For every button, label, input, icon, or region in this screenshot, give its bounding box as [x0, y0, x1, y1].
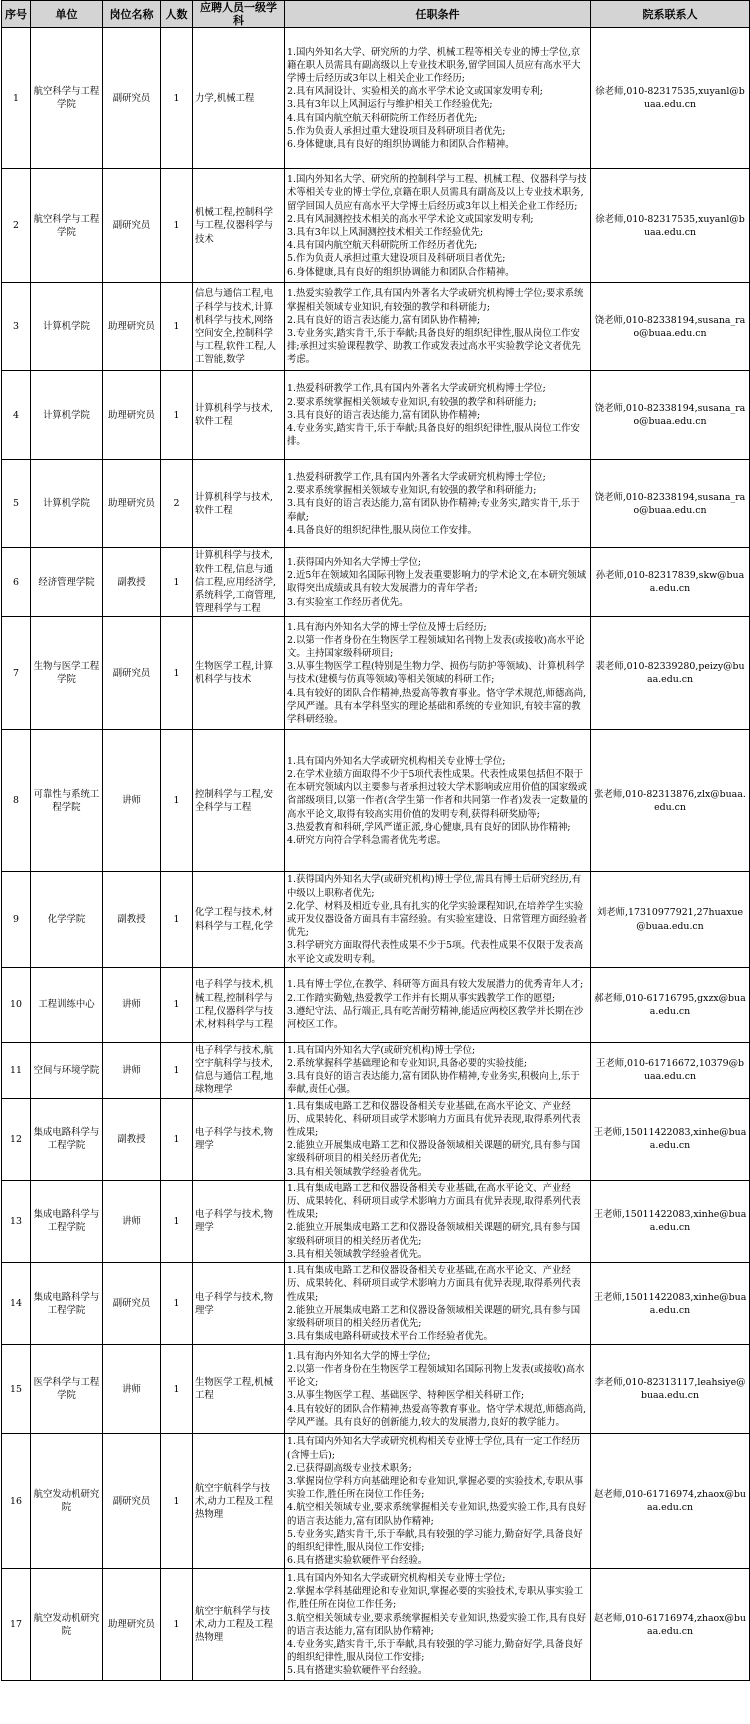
cell-position: 副研究员 [103, 169, 161, 283]
condition-item: 4.研究方向符合学科急需者优先考虑。 [287, 834, 446, 846]
condition-item: 2.以第一作者身份在生物医学工程领域知名国际刊物上发表(或接收)高水平论文; [287, 1363, 585, 1389]
cell-seq: 3 [2, 283, 31, 371]
table-row [2, 1180, 750, 1262]
table-row [2, 28, 750, 169]
header-unit: 单位 [31, 1, 103, 28]
cell-count: 1 [161, 1434, 193, 1569]
cell-subject: 电子科学与技术,物理学 [193, 1180, 285, 1262]
cell-unit: 航空发动机研究院 [31, 1434, 103, 1569]
cell-count: 1 [161, 730, 193, 872]
condition-item: 3.具有相关领域教学经验者优先。 [287, 1166, 428, 1178]
cell-subject: 航空宇航科学与技术,动力工程及工程热物理 [193, 1569, 285, 1681]
cell-seq: 7 [2, 617, 31, 730]
cell-count: 2 [161, 460, 193, 548]
cell-conditions [285, 1180, 591, 1262]
table-row [2, 169, 750, 283]
cell-conditions [285, 548, 591, 617]
cell-position: 助理研究员 [103, 460, 161, 548]
table-row [2, 460, 750, 548]
condition-item: 3.科学研究方面取得代表性成果不少于5项。代表性成果不仅限于发表高水平论文或发明专利。 [287, 940, 584, 965]
condition-item: 4.专业务实,踏实肯干,乐于奉献,具有较强的学习能力,勤奋好学,具备良好的组织纪律性,服从岗位工作安排; [287, 1639, 583, 1664]
cell-conditions [285, 1345, 591, 1434]
condition-item: 1.国内外知名大学、研究所的力学、机械工程等相关专业的博士学位,京籍在职人员需具有副高级以上专业技术职务,留学回国人员应有高水平大学博士后经历或3年以上相关企业工作经历; [287, 46, 581, 84]
condition-item: 1.具有国内外知名大学或研究机构相关专业博士学位; [287, 755, 506, 767]
condition-item: 1.国内外知名大学、研究所的控制科学与工程、机械工程、仪器科学与技术等相关专业的博士学位,京籍在职人员需具有副高及以上专业技术职务,留学回国人员应有高水平大学博士后经历或3年以上相关企业工作经历; [287, 174, 587, 212]
condition-item: 2.系统掌握科学基础理论和专业知识,具备必要的实验技能; [287, 1058, 528, 1070]
condition-item: 3.具有良好的语言表达能力,富有团队协作精神;专业务实,踏实肯干,乐于奉献; [287, 498, 580, 523]
table-row [2, 1434, 750, 1569]
cell-unit: 集成电路科学与工程学院 [31, 1098, 103, 1180]
condition-item: 3.具有良好的语言表达能力,富有团队协作精神; [287, 409, 481, 421]
header-contact: 院系联系人 [591, 1, 750, 28]
condition-item: 6.身体健康,具有良好的组织协调能力和团队合作精神。 [287, 139, 515, 151]
table-row [2, 371, 750, 460]
cell-conditions [285, 28, 591, 169]
cell-position: 助理研究员 [103, 1569, 161, 1681]
condition-item: 1.热爱科研教学工作,具有国内外著名大学或研究机构博士学位; [287, 383, 546, 395]
condition-item: 1.具有集成电路工艺和仪器设备相关专业基础,在高水平论文、产业经历、成果转化、科研项目或学术影响力方面具有优异表现,取得系列代表性成果; [287, 1182, 581, 1221]
condition-item: 3.具有3年以上风洞运行与维护相关工作经验优先; [287, 99, 493, 111]
condition-item: 2.要求系统掌握相关领域专业知识,有较强的教学和科研能力; [287, 396, 537, 408]
cell-conditions [285, 872, 591, 967]
cell-conditions [285, 371, 591, 460]
condition-item: 6.具有搭建实验软硬件平台经验。 [287, 1555, 428, 1567]
cell-subject: 生物医学工程,机械工程 [193, 1345, 285, 1434]
cell-count: 1 [161, 169, 193, 283]
condition-item: 3.具有3年以上风洞测控技术相关工作经验优先; [287, 226, 484, 238]
cell-unit: 工程训练中心 [31, 967, 103, 1042]
cell-contact: 裴老师,010-82339280,peizy@buaa.edu.cn [591, 617, 750, 730]
cell-position: 副研究员 [103, 1434, 161, 1569]
table-row [2, 283, 750, 371]
condition-item: 1.具有集成电路工艺和仪器设备相关专业基础,在高水平论文、产业经历、成果转化、科研项目或学术影响力方面具有优异表现,取得系列代表性成果; [287, 1265, 581, 1303]
cell-contact: 徐老师,010-82317535,xuyanl@buaa.edu.cn [591, 28, 750, 169]
cell-count: 1 [161, 872, 193, 967]
cell-position: 讲师 [103, 967, 161, 1042]
cell-contact: 饶老师,010-82338194,susana_rao@buaa.edu.cn [591, 283, 750, 371]
condition-item: 5.作为负责人承担过重大建设项目及科研项目者优先; [287, 125, 506, 137]
table-row [2, 1263, 750, 1345]
cell-contact: 王老师,15011422083,xinhe@buaa.edu.cn [591, 1263, 750, 1345]
cell-subject: 航空宇航科学与技术,动力工程及工程热物理 [193, 1434, 285, 1569]
condition-item: 3.专业务实,踏实肯干,乐于奉献;具备良好的组织纪律性,服从岗位工作安排;承担过实验课程教学、助教工作或发表过高水平实验教学论文者优先考虑。 [287, 327, 581, 366]
cell-contact: 刘老师,17310977921,27huaxue@buaa.edu.cn [591, 872, 750, 967]
cell-subject: 生物医学工程,计算机科学与技术 [193, 617, 285, 730]
cell-conditions [285, 1263, 591, 1345]
cell-unit: 航空科学与工程学院 [31, 28, 103, 169]
cell-count: 1 [161, 1345, 193, 1434]
table-row [2, 1042, 750, 1098]
condition-item: 5.作为负责人承担过重大建设项目及科研项目者优先; [287, 253, 506, 265]
condition-item: 2.能独立开展集成电路工艺和仪器设备领域相关课题的研究,具有参与国家级科研项目的相关经历者优先; [287, 1222, 581, 1247]
cell-subject: 控制科学与工程,安全科学与工程 [193, 730, 285, 872]
cell-unit: 可靠性与系统工程学院 [31, 730, 103, 872]
cell-unit: 空间与环境学院 [31, 1042, 103, 1098]
cell-count: 1 [161, 1098, 193, 1180]
cell-unit: 集成电路科学与工程学院 [31, 1180, 103, 1262]
condition-item: 2.掌握本学科基础理论和专业知识,掌握必要的实验技术,专职从事实验工作,胜任所在岗位工作任务; [287, 1586, 584, 1611]
cell-contact: 饶老师,010-82338194,susana_rao@buaa.edu.cn [591, 460, 750, 548]
cell-contact: 饶老师,010-82338194,susana_rao@buaa.edu.cn [591, 371, 750, 460]
condition-item: 1.具有海内外知名大学的博士学位及博士后经历; [287, 621, 487, 633]
table-body [2, 28, 750, 1681]
cell-count: 1 [161, 967, 193, 1042]
condition-item: 3.从事生物医学工程(特别是生物力学、损伤与防护等领域)、计算机科学与技术(建模与仿真等领域)等相关领域的科研工作; [287, 661, 585, 686]
cell-contact: 赵老师,010-61716974,zhaox@buaa.edu.cn [591, 1434, 750, 1569]
cell-position: 副教授 [103, 1098, 161, 1180]
cell-position: 讲师 [103, 730, 161, 872]
condition-item: 3.具有良好的语言表达能力,富有团队协作精神,专业务实,积极向上,乐于奉献,责任心强。 [287, 1071, 580, 1096]
cell-seq: 4 [2, 371, 31, 460]
cell-count: 1 [161, 1569, 193, 1681]
cell-count: 1 [161, 28, 193, 169]
cell-subject: 计算机科学与技术,软件工程 [193, 371, 285, 460]
condition-item: 1.具有海内外知名大学的博士学位; [287, 1350, 431, 1362]
cell-subject: 化学工程与技术,材料科学与工程,化学 [193, 872, 285, 967]
cell-unit: 集成电路科学与工程学院 [31, 1263, 103, 1345]
cell-position: 讲师 [103, 1345, 161, 1434]
cell-contact: 郝老师,010-61716795,gxzx@buaa.edu.cn [591, 967, 750, 1042]
condition-item: 4.具有较好的团队合作精神,热爱高等教育事业。恪守学术规范,师德高尚,学风严谨。具有本学科坚实的理论基础和系统的专业知识,有较丰富的教学科研经验。 [287, 687, 587, 726]
cell-contact: 徐老师,010-82317535,xuyanl@buaa.edu.cn [591, 169, 750, 283]
condition-item: 3.具有相关领域教学经验者优先。 [287, 1248, 428, 1260]
cell-seq: 13 [2, 1180, 31, 1262]
condition-item: 2.要求系统掌握相关领域专业知识,有较强的教学和科研能力; [287, 485, 537, 497]
recruitment-table [1, 0, 750, 1681]
header-seq: 序号 [2, 1, 31, 28]
cell-count: 1 [161, 617, 193, 730]
cell-position: 副教授 [103, 548, 161, 617]
condition-item: 2.具有良好的语言表达能力,富有团队协作精神; [287, 314, 481, 326]
condition-item: 3.从事生物医学工程、基础医学、特种医学相关科研工作; [287, 1390, 525, 1402]
cell-conditions [285, 283, 591, 371]
condition-item: 2.能独立开展集成电路工艺和仪器设备领域相关课题的研究,具有参与国家级科研项目的相关经历者优先; [287, 1304, 581, 1329]
table-row [2, 617, 750, 730]
condition-item: 2.以第一作者身份在生物医学工程领域知名刊物上发表(或接收)高水平论文。主持国家级科研项目; [287, 634, 585, 660]
condition-item: 1.具有国内外知名大学或研究机构相关专业博士学位,具有一定工作经历(含博士后); [287, 1436, 581, 1461]
cell-seq: 17 [2, 1569, 31, 1681]
header-subject: 应聘人员一级学科 [193, 1, 285, 28]
cell-conditions [285, 1569, 591, 1681]
condition-item: 1.获得国内外知名大学博士学位; [287, 557, 421, 568]
header-position: 岗位名称 [103, 1, 161, 28]
condition-item: 1.热爱科研教学工作,具有国内外著名大学或研究机构博士学位; [287, 471, 546, 483]
cell-position: 讲师 [103, 1180, 161, 1262]
cell-subject: 信息与通信工程,电子科学与技术,计算机科学与技术,网络空间安全,控制科学与工程,软件工程,人工智能,数学 [193, 283, 285, 371]
condition-item: 2.近5年在领域知名国际刊物上发表重要影响力的学术论文,在本研究领域取得突出成绩或具有较大发展潜力的青年学者; [287, 570, 587, 595]
cell-position: 副教授 [103, 872, 161, 967]
condition-item: 4.专业务实,踏实肯干,乐于奉献;具备良好的组织纪律性,服从岗位工作安排。 [287, 423, 580, 448]
condition-item: 2.在学术业绩方面取得不少于5项代表性成果。代表性成果包括但不限于在本研究领域内以主要参与者承担过较大学术影响或应用价值的国家级或省部级项目,以第一作者(含学生第一作者和共同第一作者)发表一定数量的高水平论文,取得有较高实用价值的发明专利,获得科研奖励等; [287, 768, 588, 820]
condition-item: 4.具有较好的团队合作精神,热爱高等教育事业。恪守学术规范,师德高尚,学风严谨。具有良好的创新能力,较大的发展潜力,良好的教学能力。 [287, 1403, 587, 1428]
cell-conditions [285, 1042, 591, 1098]
cell-count: 1 [161, 371, 193, 460]
condition-item: 3.热爱教育和科研,学风严谨正派,身心健康,具有良好的团队协作精神; [287, 821, 571, 833]
cell-subject: 计算机科学与技术,软件工程 [193, 460, 285, 548]
cell-conditions [285, 460, 591, 548]
cell-contact: 孙老师,010-82317839,skw@buaa.edu.cn [591, 548, 750, 617]
cell-conditions [285, 1098, 591, 1180]
table-row [2, 730, 750, 872]
cell-contact: 王老师,15011422083,xinhe@buaa.edu.cn [591, 1098, 750, 1180]
cell-conditions [285, 169, 591, 283]
condition-item: 4.具有国内航空航天科研院所工作经历者优先; [287, 240, 478, 252]
cell-contact: 王老师,010-61716672,10379@buaa.edu.cn [591, 1042, 750, 1098]
cell-contact: 赵老师,010-61716974,zhaox@buaa.edu.cn [591, 1569, 750, 1681]
cell-seq: 6 [2, 548, 31, 617]
condition-item: 6.身体健康,具有良好的组织协调能力和团队合作精神。 [287, 266, 515, 278]
cell-subject: 电子科学与技术,物理学 [193, 1263, 285, 1345]
cell-seq: 5 [2, 460, 31, 548]
cell-subject: 力学,机械工程 [193, 28, 285, 169]
cell-unit: 经济管理学院 [31, 548, 103, 617]
table-row [2, 1098, 750, 1180]
cell-unit: 计算机学院 [31, 283, 103, 371]
condition-item: 2.具有风洞设计、实验相关的高水平学术论文或国家发明专利; [287, 86, 543, 98]
cell-seq: 15 [2, 1345, 31, 1434]
cell-subject: 计算机科学与技术,软件工程,信息与通信工程,应用经济学,系统科学,工商管理,管理科学与工程 [193, 548, 285, 617]
table-row [2, 872, 750, 967]
condition-item: 2.具有风洞测控技术相关的高水平学术论文或国家发明专利; [287, 213, 534, 225]
cell-conditions [285, 730, 591, 872]
header-count: 人数 [161, 1, 193, 28]
cell-count: 1 [161, 1042, 193, 1098]
cell-seq: 9 [2, 872, 31, 967]
condition-item: 2.化学、材料及相近专业,具有扎实的化学实验课程知识,在培养学生实验或开发仪器设备方面具有丰富经验。有实验室建设、日常管理方面经验者优先; [287, 900, 588, 939]
cell-subject: 电子科学与技术,机械工程,控制科学与工程,仪器科学与技术,材料科学与工程 [193, 967, 285, 1042]
cell-seq: 11 [2, 1042, 31, 1098]
cell-seq: 14 [2, 1263, 31, 1345]
cell-position: 副研究员 [103, 28, 161, 169]
condition-item: 1.具有集成电路工艺和仪器设备相关专业基础,在高水平论文、产业经历、成果转化、科研项目或学术影响力方面具有优异表现,取得系列代表性成果; [287, 1100, 581, 1139]
cell-unit: 医学科学与工程学院 [31, 1345, 103, 1434]
table-row [2, 548, 750, 617]
condition-item: 3.具有集成电路科研或技术平台工作经验者优先。 [287, 1331, 493, 1343]
condition-item: 4.航空相关领域专业,要求系统掌握相关专业知识,热爱实验工作,具有良好的语言表达能力,富有团队协作精神; [287, 1502, 587, 1527]
cell-subject: 机械工程,控制科学与工程,仪器科学与技术 [193, 169, 285, 283]
condition-item: 3.掌握岗位学科方向基础理论和专业知识,掌握必要的实验技术,专职从事实验工作,胜任所在岗位工作任务; [287, 1475, 584, 1501]
cell-count: 1 [161, 1180, 193, 1262]
condition-item: 3.遵纪守法、品行端正,具有吃苦耐劳精神,能适应两校区教学并长期在沙河校区工作。 [287, 1005, 584, 1031]
cell-subject: 电子科学与技术,物理学 [193, 1098, 285, 1180]
cell-conditions [285, 1434, 591, 1569]
cell-seq: 16 [2, 1434, 31, 1569]
table-header-row [2, 1, 750, 28]
cell-contact: 王老师,15011422083,xinhe@buaa.edu.cn [591, 1180, 750, 1262]
condition-item: 4.具备良好的组织纪律性,服从岗位工作安排。 [287, 524, 478, 536]
condition-item: 5.专业务实,踏实肯干,乐于奉献,具有较强的学习能力,勤奋好学,具备良好的组织纪律性,服从岗位工作安排; [287, 1528, 583, 1553]
condition-item: 4.具有国内航空航天科研院所工作经历者优先; [287, 112, 478, 124]
cell-unit: 航空科学与工程学院 [31, 169, 103, 283]
cell-unit: 计算机学院 [31, 371, 103, 460]
cell-conditions [285, 617, 591, 730]
header-conditions: 任职条件 [285, 1, 591, 28]
cell-count: 1 [161, 548, 193, 617]
cell-unit: 航空发动机研究院 [31, 1569, 103, 1681]
cell-unit: 计算机学院 [31, 460, 103, 548]
cell-contact: 张老师,010-82313876,zlx@buaa.edu.cn [591, 730, 750, 872]
table-row [2, 1345, 750, 1434]
table-row [2, 967, 750, 1042]
cell-position: 副研究员 [103, 1263, 161, 1345]
table-row [2, 1569, 750, 1681]
cell-position: 助理研究员 [103, 283, 161, 371]
cell-conditions [285, 967, 591, 1042]
condition-item: 1.具有国内外知名大学(或研究机构)博士学位; [287, 1044, 476, 1056]
cell-count: 1 [161, 283, 193, 371]
condition-item: 2.已获得副高级专业技术职务; [287, 1462, 412, 1474]
cell-seq: 10 [2, 967, 31, 1042]
condition-item: 2.能独立开展集成电路工艺和仪器设备领域相关课题的研究,具有参与国家级科研项目的相关经历者优先; [287, 1140, 581, 1165]
condition-item: 1.获得国内外知名大学(或研究机构)博士学位,需具有博士后研究经历,有中级以上职称者优先; [287, 874, 582, 899]
condition-item: 5.具有搭建实验软硬件平台经验。 [287, 1665, 428, 1677]
cell-seq: 12 [2, 1098, 31, 1180]
cell-unit: 化学学院 [31, 872, 103, 967]
cell-contact: 李老师,010-82313117,leahsiye@buaa.edu.cn [591, 1345, 750, 1434]
cell-position: 讲师 [103, 1042, 161, 1098]
condition-item: 1.热爱实验教学工作,具有国内外著名大学或研究机构博士学位;要求系统掌握相关领域专业知识,有较强的教学和科研能力; [287, 288, 584, 313]
cell-unit: 生物与医学工程学院 [31, 617, 103, 730]
condition-item: 3.航空相关领域专业,要求系统掌握相关专业知识,热爱实验工作,具有良好的语言表达能力,富有团队协作精神; [287, 1612, 587, 1637]
cell-count: 1 [161, 1263, 193, 1345]
cell-position: 助理研究员 [103, 371, 161, 460]
cell-position: 副研究员 [103, 617, 161, 730]
cell-seq: 8 [2, 730, 31, 872]
condition-item: 2.工作踏实勤勉,热爱教学工作并有长期从事实践教学工作的愿望; [287, 992, 556, 1004]
cell-seq: 1 [2, 28, 31, 169]
condition-item: 1.具有博士学位,在教学、科研等方面具有较大发展潜力的优秀青年人才; [287, 979, 584, 991]
condition-item: 1.具有国内外知名大学或研究机构相关专业博士学位; [287, 1573, 506, 1585]
cell-subject: 电子科学与技术,航空宇航科学与技术,信息与通信工程,地球物理学 [193, 1042, 285, 1098]
cell-seq: 2 [2, 169, 31, 283]
condition-item: 3.有实验室工作经历者优先。 [287, 596, 409, 608]
